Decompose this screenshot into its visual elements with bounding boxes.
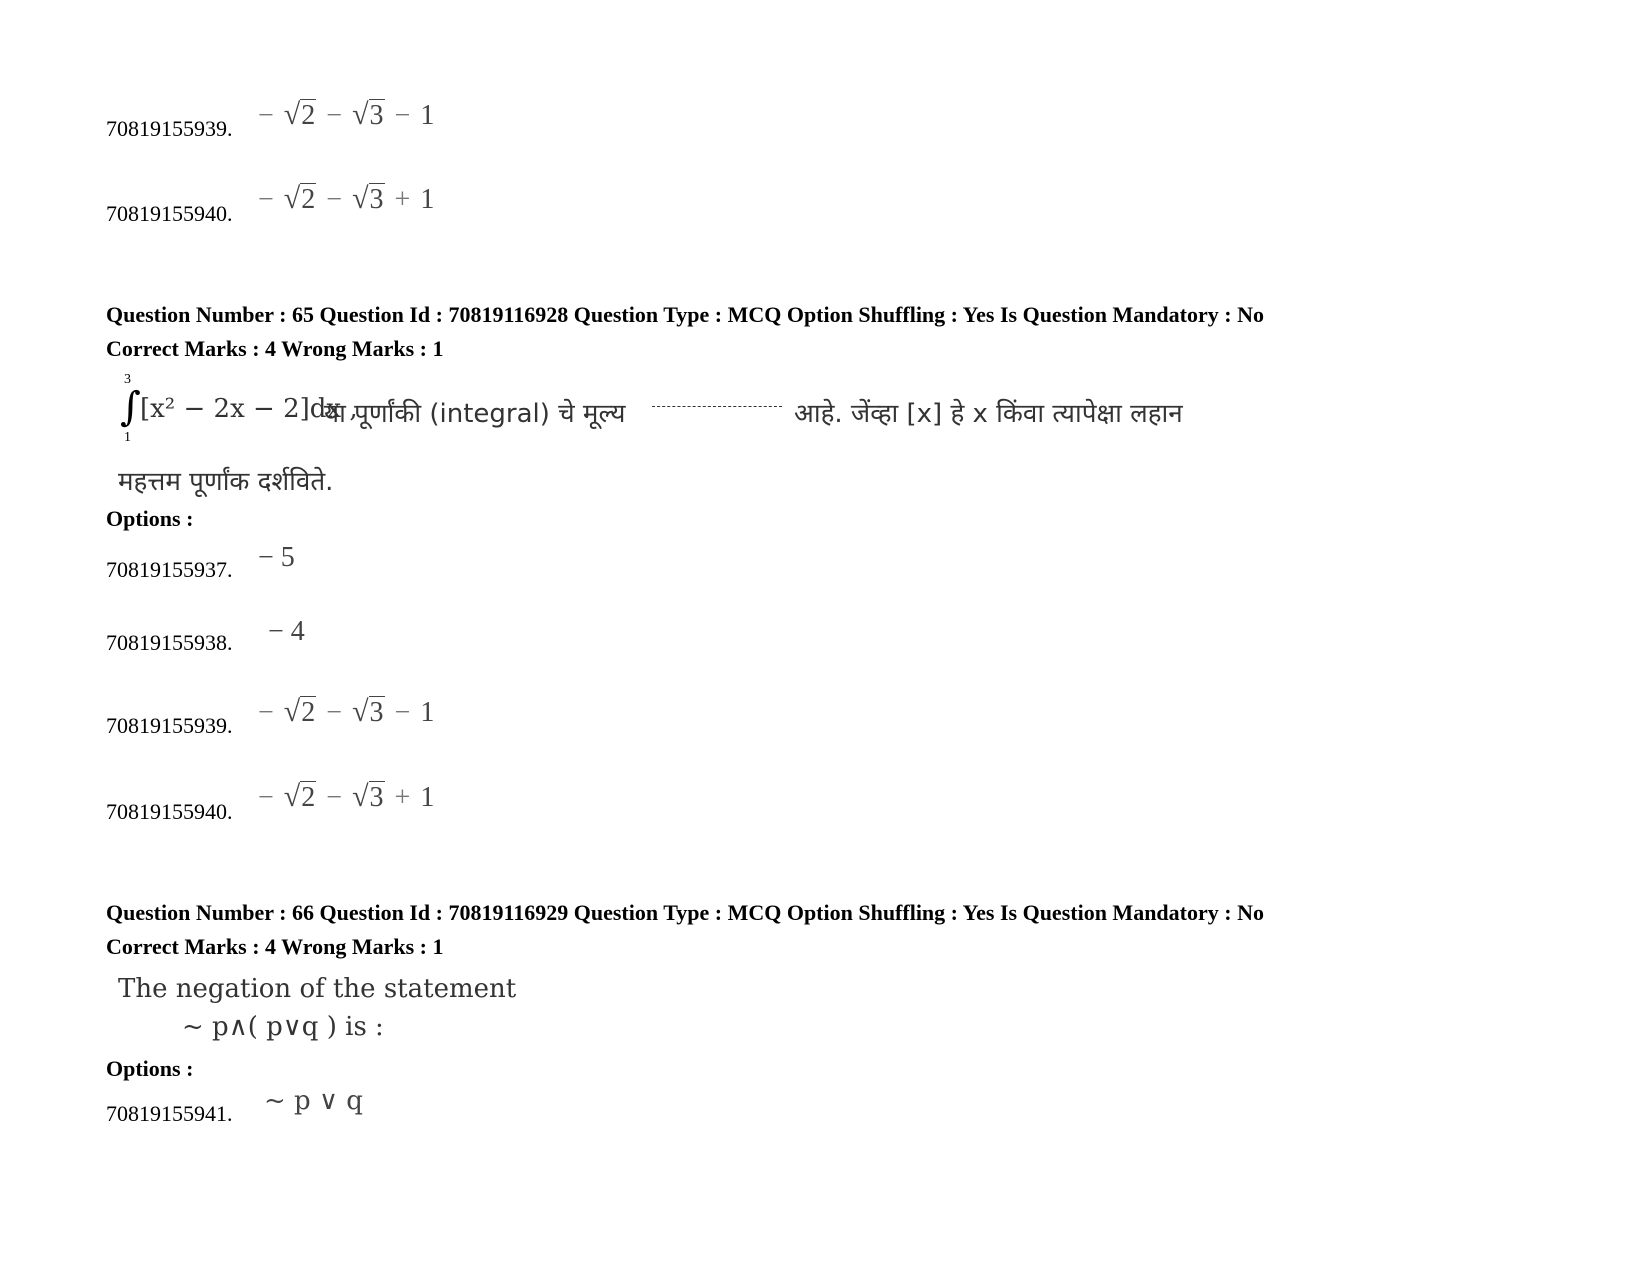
question-header: Question Number : 66 Question Id : 70819116929 Question Type : MCQ Option Shuffling : Yes Is Question Mandatory : No xyxy=(106,900,1264,925)
option-id: 70819155938. xyxy=(106,630,233,655)
question-marks: Correct Marks : 4 Wrong Marks : 1 xyxy=(106,336,444,361)
option-expression: − √2 − √3 − 1 xyxy=(258,98,435,131)
option-id: 70819155937. xyxy=(106,557,233,582)
integral-symbol: ∫ xyxy=(120,384,141,430)
option-expression: − √2 − √3 − 1 xyxy=(258,695,435,728)
option-id: 70819155940. xyxy=(106,799,233,824)
question-stem xyxy=(114,372,1214,452)
option-value: − 5 xyxy=(258,542,295,573)
integrand: [x² − 2x − 2]dx , xyxy=(140,394,358,424)
answer-blank xyxy=(652,406,782,407)
stem-text-part1: या पूर्णांकी (integral) चे मूल्य xyxy=(324,399,626,429)
option-value: ~ p ∨ q xyxy=(264,1086,363,1116)
option-id: 70819155939. xyxy=(106,713,233,738)
option-expression: − √2 − √3 + 1 xyxy=(258,780,435,813)
question-stem-line2: ~ p∧( p∨q ) is : xyxy=(182,1012,384,1042)
question-header: Question Number : 65 Question Id : 70819116928 Question Type : MCQ Option Shuffling : Yes Is Question Mandatory : No xyxy=(106,302,1264,327)
options-label: Options : xyxy=(106,1056,194,1081)
option-id: 70819155940. xyxy=(106,201,233,226)
option-id: 70819155941. xyxy=(106,1101,233,1126)
option-id: 70819155939. xyxy=(106,116,233,141)
option-expression: − √2 − √3 + 1 xyxy=(258,182,435,215)
integral-upper-limit: 3 xyxy=(124,372,131,387)
options-label: Options : xyxy=(106,506,194,531)
option-value: − 4 xyxy=(268,616,305,647)
stem-text-line2: महत्तम पूर्णांक दर्शविते. xyxy=(118,467,334,497)
question-marks: Correct Marks : 4 Wrong Marks : 1 xyxy=(106,934,444,959)
question-stem-line1: The negation of the statement xyxy=(118,974,517,1004)
stem-text-part2: आहे. जेंव्हा [x] हे x किंवा त्यापेक्षा लहान xyxy=(794,399,1183,429)
integral-lower-limit: 1 xyxy=(124,430,131,445)
